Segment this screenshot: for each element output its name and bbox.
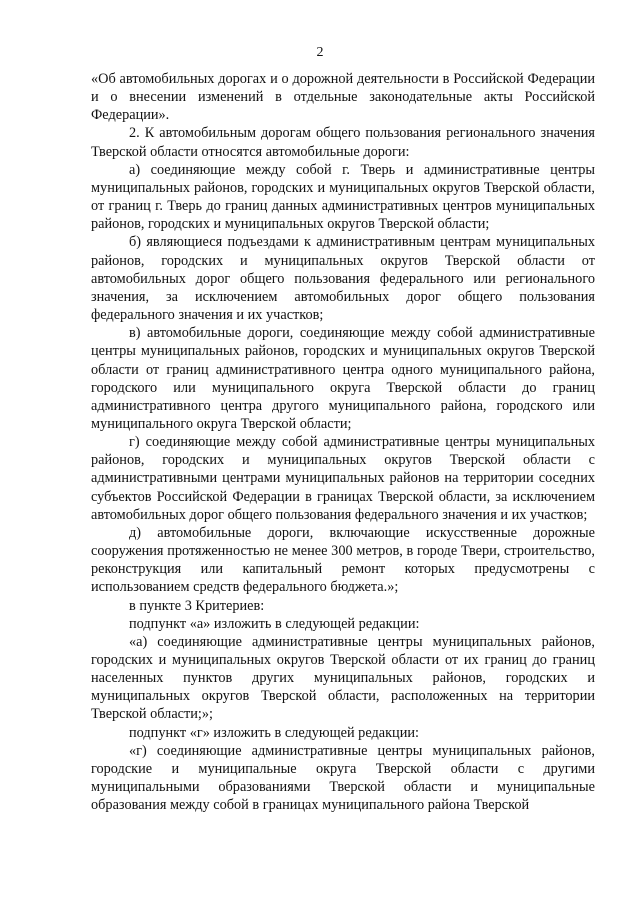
paragraph-subitem-b: б) являющиеся подъездами к административным центрам муниципальных районов, городских и муниципальных округов Тверской области от автомобильных дорог общего пользования федерального или регионального значения, за исключением автомобильных дорог общего пользования федерального значения и их участков; bbox=[91, 234, 595, 324]
document-body bbox=[91, 70, 595, 814]
paragraph-continuation: «Об автомобильных дорогах и о дорожной деятельности в Российской Федерации и о внесении изменений в отдельные законодательные акты Российской Федерации». bbox=[91, 71, 595, 124]
paragraph-subitem-v: в) автомобильные дороги, соединяющие между собой административные центры муниципальных районов, городских и муниципальных округов Тверской области от границ административного центра одного муниципального района, городского или муниципального округа Тверской области до границ административного центра другого муниципального района, городского или муниципального округа Тверской области; bbox=[91, 325, 595, 432]
paragraph-subitem-g: г) соединяющие между собой административные центры муниципальных районов, городских и муниципальных округов Тверской области с административными центрами муниципальных районов на территории соседних субъектов Российской Федерации в границах Тверской области, за исключением автомобильных дорог общего пользования федерального значения и их участков; bbox=[91, 434, 595, 523]
paragraph-subitem-a: а) соединяющие между собой г. Тверь и административные центры муниципальных районов, городских и муниципальных округов Тверской области, от границ г. Тверь до границ данных административных центров муниципальных районов, городских и муниципальных округов Тверской области; bbox=[91, 161, 595, 233]
paragraph-criteria-point-3: в пункте 3 Критериев: bbox=[129, 597, 265, 614]
paragraph-subpoint-g-intro: подпункт «г» изложить в следующей редакции: bbox=[129, 724, 419, 741]
paragraph-subitem-d: д) автомобильные дороги, включающие искусственные дорожные сооружения протяженностью не менее 300 метров, в городе Твери, строительство, реконструкция или капитальный ремонт которых предусмотрены с использованием средств федерального бюджета.»; bbox=[91, 524, 595, 596]
paragraph-subpoint-g-text: «г) соединяющие административные центры муниципальных районов, городские и муниципальные округа Тверской области с другими муниципальными образованиями Тверской области и муниципальные образования между собой в границах муниципального района Тверской bbox=[91, 742, 595, 814]
paragraph-subpoint-a-intro: подпункт «а» изложить в следующей редакции: bbox=[129, 615, 420, 632]
paragraph-item-2: 2. К автомобильным дорогам общего пользования регионального значения Тверской области относятся автомобильные дороги: bbox=[91, 125, 595, 160]
page-number: 2 bbox=[316, 45, 324, 60]
paragraph-subpoint-a-text: «а) соединяющие административные центры муниципальных районов, городских и муниципальных округов Тверской области от их границ до границ населенных пунктов других муниципальных районов, городских и муниципальных округов Тверской области, расположенных на территории Тверской области;»; bbox=[91, 633, 595, 723]
